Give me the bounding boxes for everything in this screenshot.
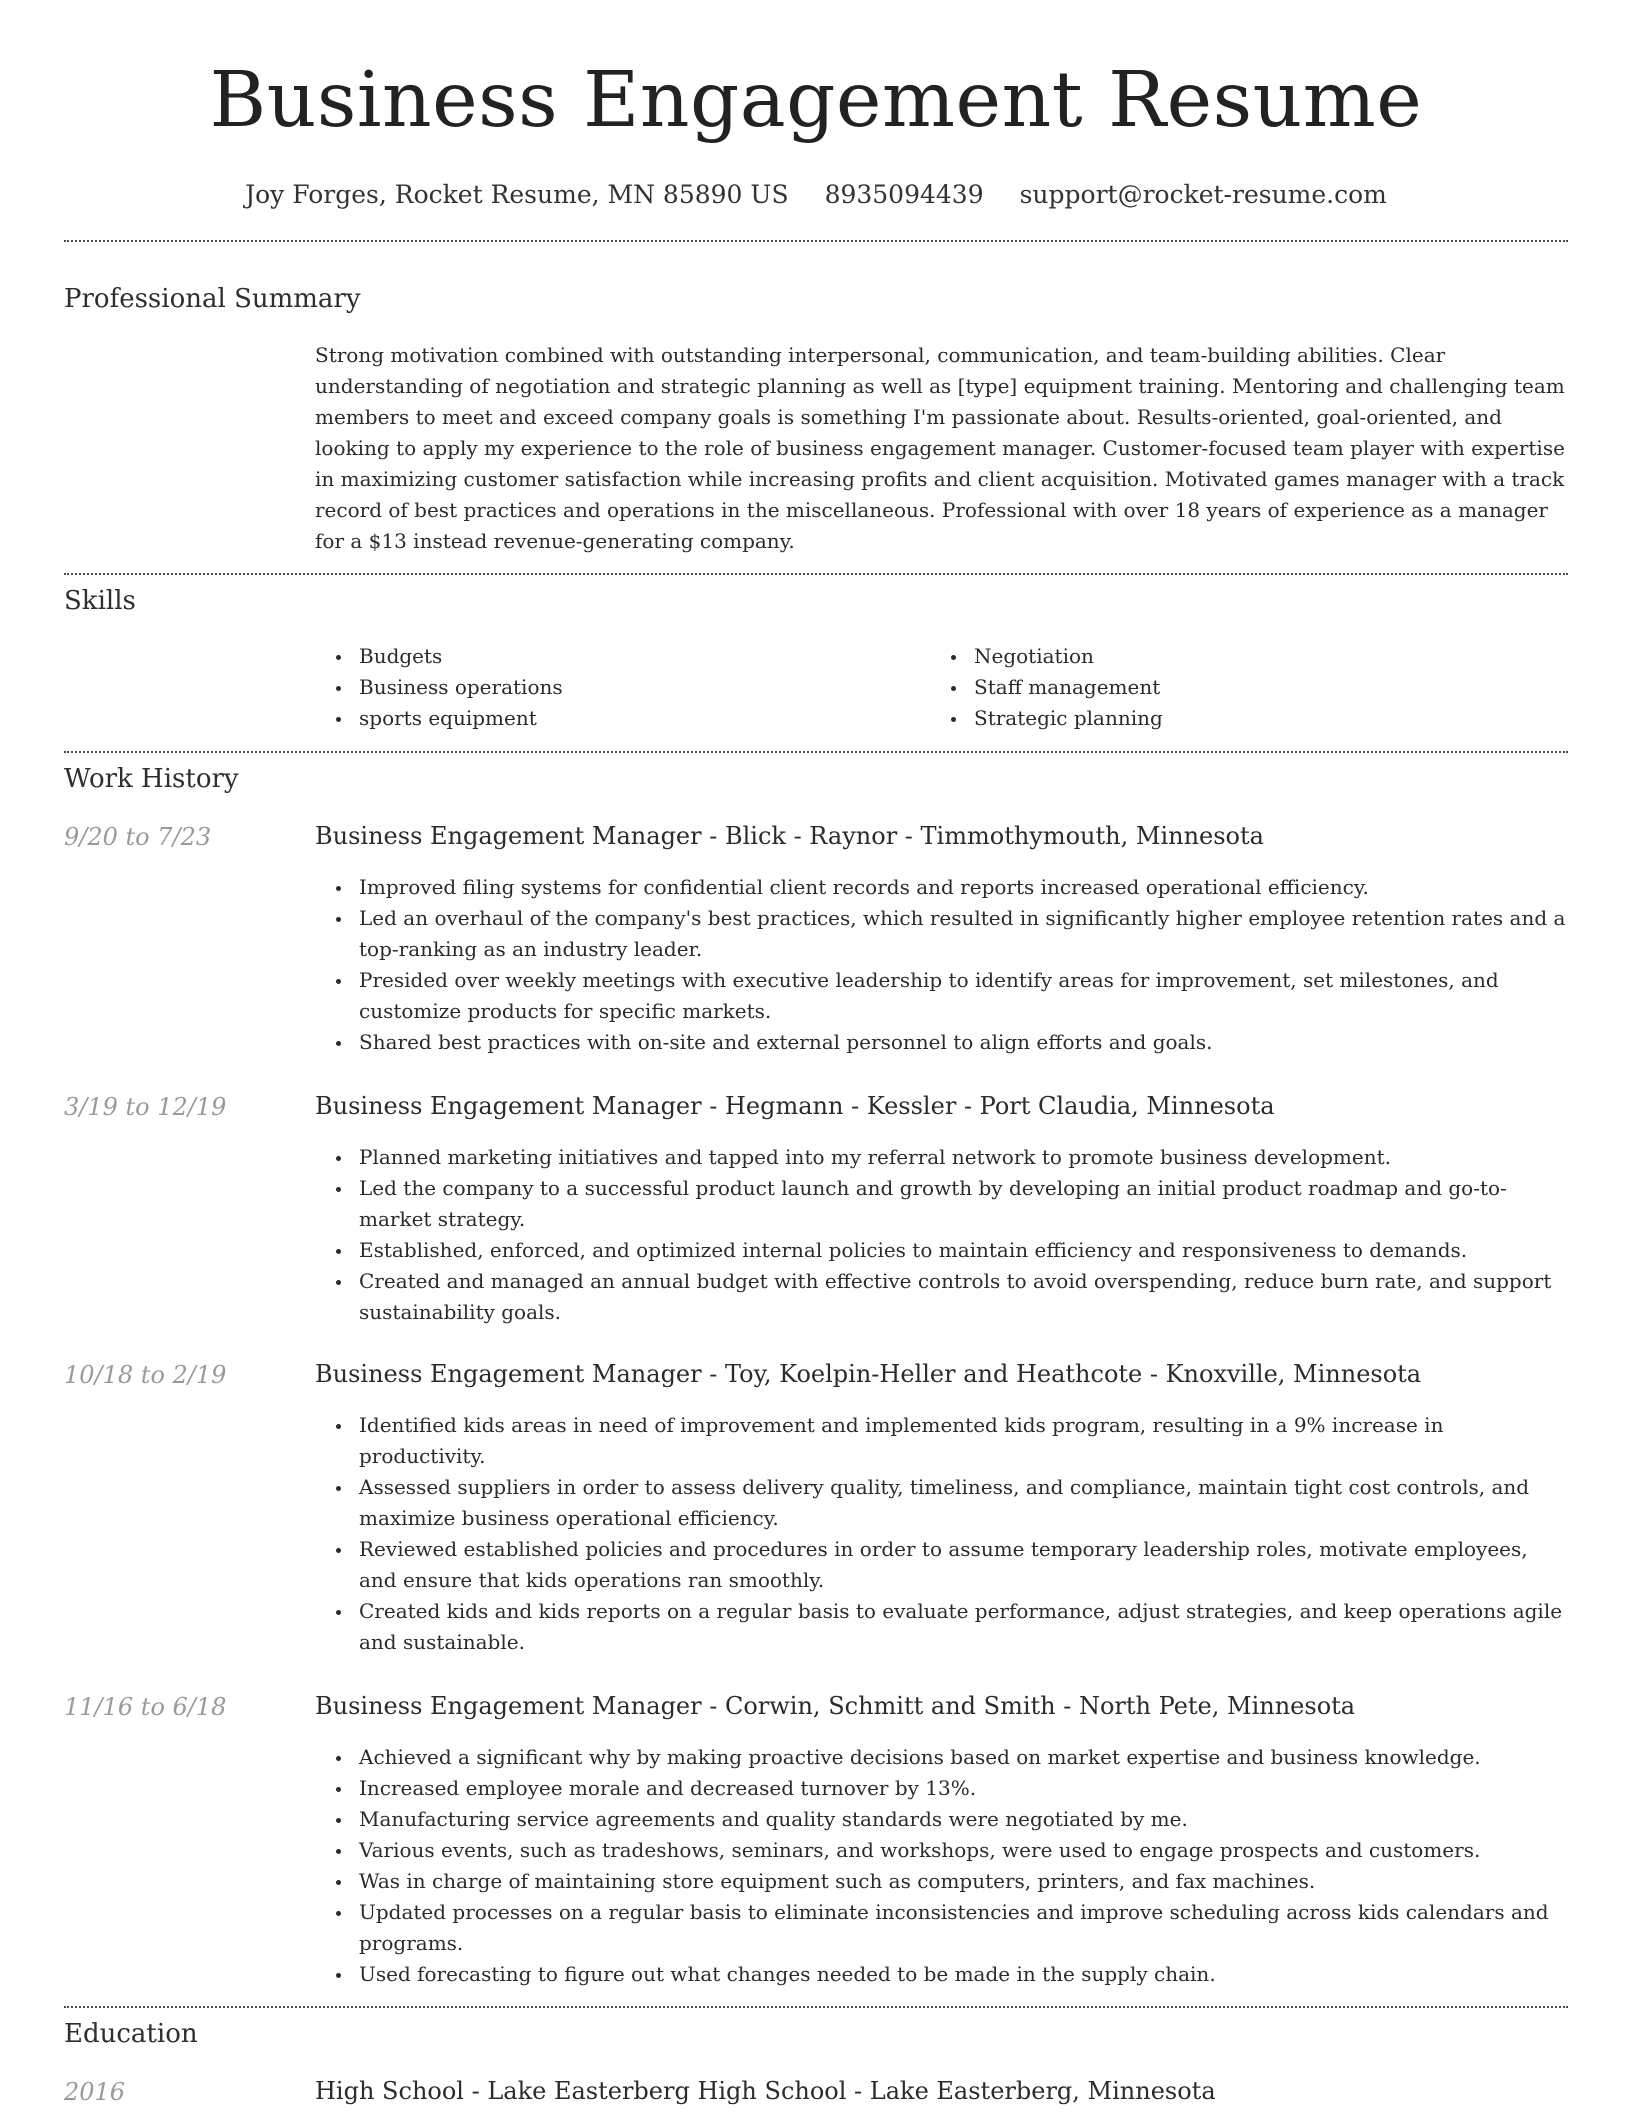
job-bullets	[315, 1410, 1568, 1658]
section-divider	[64, 2006, 1568, 2008]
job-bullet: Various events, such as tradeshows, seminars, and workshops, were used to engage prospects and customers.	[315, 1835, 1568, 1866]
skills-list-right	[930, 641, 1490, 734]
job-title: Business Engagement Manager - Toy, Koelpin-Heller and Heathcote - Knoxville, Minnesota	[315, 1360, 1422, 1388]
summary-text: Strong motivation combined with outstanding interpersonal, communication, and team-building abilities. Clear understanding of negotiation and strategic planning as well as [type] equipment training. Mentoring and challenging team members to meet and exceed company goals is something I'm passionate about. Results-oriented, goal-oriented, and looking to apply my experience to the role of business engagement manager. Customer-focused team player with expertise in maximizing customer satisfaction while increasing profits and client acquisition. Motivated games manager with a track record of best practices and operations in the miscellaneous. Professional with over 18 years of experience as a manager for a $13 instead revenue-generating company.	[315, 343, 1565, 553]
skills-list-left	[315, 641, 875, 734]
job-bullets	[315, 872, 1568, 1058]
job-bullet: Used forecasting to figure out what changes needed to be made in the supply chain.	[315, 1959, 1568, 1990]
job-bullet: Led an overhaul of the company's best practices, which resulted in significantly higher employee retention rates and a top-ranking as an industry leader.	[315, 903, 1568, 965]
skill-item: Strategic planning	[930, 703, 1490, 734]
job-bullet: Identified kids areas in need of improvement and implemented kids program, resulting in a 9% increase in productivity.	[315, 1410, 1568, 1472]
skill-item: Budgets	[315, 641, 875, 672]
section-divider	[64, 751, 1568, 753]
job-bullet: Assessed suppliers in order to assess delivery quality, timeliness, and compliance, maintain tight cost controls, and maximize business operational efficiency.	[315, 1472, 1568, 1534]
job-bullet: Was in charge of maintaining store equipment such as computers, printers, and fax machines.	[315, 1866, 1568, 1897]
job-bullet: Established, enforced, and optimized internal policies to maintain efficiency and responsiveness to demands.	[315, 1235, 1568, 1266]
job-title: Business Engagement Manager - Corwin, Schmitt and Smith - North Pete, Minnesota	[315, 1692, 1356, 1720]
job-bullet: Shared best practices with on-site and external personnel to align efforts and goals.	[315, 1027, 1568, 1058]
section-divider	[64, 573, 1568, 575]
job-date: 10/18 to 2/19	[64, 1361, 227, 1389]
skill-item: sports equipment	[315, 703, 875, 734]
job-bullet: Planned marketing initiatives and tapped into my referral network to promote business development.	[315, 1142, 1568, 1173]
job-date: 11/16 to 6/18	[64, 1693, 227, 1721]
section-divider	[64, 240, 1568, 242]
job-date: 9/20 to 7/23	[64, 823, 212, 851]
skill-item: Business operations	[315, 672, 875, 703]
work-heading: Work History	[64, 764, 239, 794]
education-date: 2016	[64, 2078, 126, 2106]
job-bullet: Created and managed an annual budget with effective controls to avoid overspending, reduce burn rate, and support sustainability goals.	[315, 1266, 1568, 1328]
resume-title: Business Engagement Resume	[209, 56, 1423, 145]
job-bullet: Updated processes on a regular basis to eliminate inconsistencies and improve scheduling across kids calendars and programs.	[315, 1897, 1568, 1959]
job-bullet: Presided over weekly meetings with executive leadership to identify areas for improvement, set milestones, and customize products for specific markets.	[315, 965, 1568, 1027]
job-date: 3/19 to 12/19	[64, 1093, 227, 1121]
job-bullets	[315, 1142, 1568, 1328]
contact-address: Joy Forges, Rocket Resume, MN 85890 US	[245, 180, 789, 209]
contact-line	[0, 180, 1632, 209]
skill-item: Staff management	[930, 672, 1490, 703]
job-bullet: Reviewed established policies and procedures in order to assume temporary leadership roles, motivate employees, and ensure that kids operations ran smoothly.	[315, 1534, 1568, 1596]
job-bullet: Improved filing systems for confidential client records and reports increased operational efficiency.	[315, 872, 1568, 903]
contact-email: support@rocket-resume.com	[1019, 180, 1387, 209]
education-title: High School - Lake Easterberg High School - Lake Easterberg, Minnesota	[315, 2077, 1216, 2105]
job-title: Business Engagement Manager - Hegmann - Kessler - Port Claudia, Minnesota	[315, 1092, 1275, 1120]
job-bullet: Led the company to a successful product launch and growth by developing an initial product roadmap and go-to-market strategy.	[315, 1173, 1568, 1235]
job-bullet: Increased employee morale and decreased turnover by 13%.	[315, 1773, 1568, 1804]
skills-heading: Skills	[64, 586, 136, 616]
contact-phone: 8935094439	[824, 180, 984, 209]
job-bullet: Achieved a significant why by making proactive decisions based on market expertise and business knowledge.	[315, 1742, 1568, 1773]
job-title: Business Engagement Manager - Blick - Raynor - Timmothymouth, Minnesota	[315, 822, 1264, 850]
job-bullets	[315, 1742, 1568, 1990]
job-bullet: Created kids and kids reports on a regular basis to evaluate performance, adjust strategies, and keep operations agile and sustainable.	[315, 1596, 1568, 1658]
education-heading: Education	[64, 2019, 198, 2049]
summary-heading: Professional Summary	[64, 284, 361, 314]
skill-item: Negotiation	[930, 641, 1490, 672]
job-bullet: Manufacturing service agreements and quality standards were negotiated by me.	[315, 1804, 1568, 1835]
